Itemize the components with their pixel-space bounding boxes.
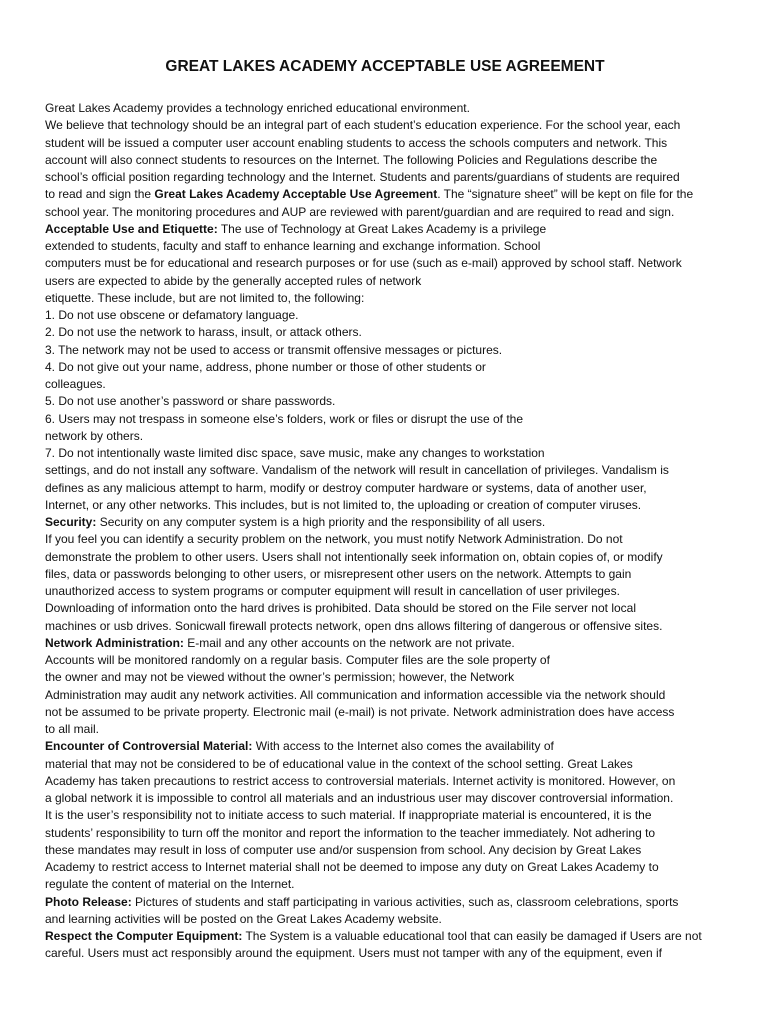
line-text: We believe that technology should be an integral part of each student’s education experience. For the school year, each xyxy=(45,118,681,133)
line-text: students’ responsibility to turn off the monitor and report the information to the teacher immediately. Not adhering to xyxy=(45,825,656,840)
document-line xyxy=(45,376,735,393)
section-heading: Acceptable Use and Etiquette: xyxy=(45,221,218,236)
line-text: student will be issued a computer user account enabling students to access the schools computers and network. This xyxy=(45,135,668,150)
line-text: Downloading of information onto the hard drives is prohibited. Data should be stored on the File server not local xyxy=(45,601,637,616)
line-text: Academy has taken precautions to restrict access to controversial materials. Internet activity is monitored. However, on xyxy=(45,773,676,788)
document-line xyxy=(45,549,735,566)
line-text: regulate the content of material on the Internet. xyxy=(45,877,295,892)
document-line xyxy=(45,238,735,255)
line-text: unauthorized access to system programs or computer equipment will result in cancellation of user privileges. xyxy=(45,584,620,598)
document-line xyxy=(45,307,735,324)
document-line xyxy=(45,566,735,583)
line-text: 6. Users may not trespass in someone else’s folders, work or files or disrupt the use of the xyxy=(45,411,523,426)
line-text: Administration may audit any network activities. All communication and information accessible via the network should xyxy=(45,687,666,702)
document-line xyxy=(45,825,735,842)
document-line xyxy=(45,117,735,134)
document-line xyxy=(45,393,735,410)
line-text: Security on any computer system is a high priority and the responsibility of all users. xyxy=(96,515,546,529)
document-line xyxy=(45,790,735,807)
section-heading: Great Lakes Academy Acceptable Use Agreement xyxy=(154,187,438,202)
document-line xyxy=(45,531,735,548)
document-line xyxy=(45,911,735,928)
line-text: computers must be for educational and research purposes or for use (such as e-mail) approved by school staff. Network xyxy=(45,256,682,271)
line-text: It is the user’s responsibility not to initiate access to such material. If inappropriate material is encountered, it is the xyxy=(45,808,652,823)
line-text: school’s official position regarding technology and the Internet. Students and parents/guardians of students are required xyxy=(45,170,680,184)
document-line xyxy=(45,928,735,945)
line-text: 4. Do not give out your name, address, phone number or those of other students or xyxy=(45,359,486,374)
line-text: the owner and may not be viewed without the owner’s permission; however, the Network xyxy=(45,670,515,685)
line-text: users are expected to abide by the generally accepted rules of network xyxy=(45,273,422,288)
line-text: and learning activities will be posted on the Great Lakes Academy website. xyxy=(45,911,442,926)
section-heading: Respect the Computer Equipment: xyxy=(45,929,243,943)
document-line xyxy=(45,635,735,652)
line-text: 3. The network may not be used to access or transmit offensive messages or pictures. xyxy=(45,342,503,357)
document-line xyxy=(45,894,735,911)
line-text: these mandates may result in loss of computer use and/or suspension from school. Any decision by Great Lakes xyxy=(45,842,642,857)
line-text: to all mail. xyxy=(45,722,100,736)
document-line xyxy=(45,135,735,152)
document-line xyxy=(45,669,735,686)
document-title: GREAT LAKES ACADEMY ACCEPTABLE USE AGREEMENT xyxy=(165,58,605,75)
line-text: If you feel you can identify a security problem on the network, you must notify Network Administration. Do not xyxy=(45,532,623,547)
line-text: not be assumed to be private property. Electronic mail (e-mail) is not private. Network administration does have access xyxy=(45,704,675,719)
line-text: a global network it is impossible to control all materials and an industrious user may discover controversial information. xyxy=(45,791,674,805)
document-line xyxy=(45,687,735,704)
line-text: Great Lakes Academy provides a technology enriched educational environment. xyxy=(45,101,470,115)
line-text: 2. Do not use the network to harass, insult, or attack others. xyxy=(45,325,362,340)
document-line xyxy=(45,221,735,238)
document-line xyxy=(45,324,735,341)
line-text: network by others. xyxy=(45,428,144,443)
section-heading: Photo Release: xyxy=(45,894,132,909)
line-text: material that may not be considered to be of educational value in the context of the school setting. Great Lakes xyxy=(45,756,633,771)
section-heading: Security: xyxy=(45,515,97,529)
document-line xyxy=(45,480,735,497)
document-line xyxy=(45,255,735,272)
document-line xyxy=(45,583,735,600)
line-text: The use of Technology at Great Lakes Academy is a privilege xyxy=(217,221,547,236)
line-text: 5. Do not use another’s password or share passwords. xyxy=(45,394,336,409)
document-line xyxy=(45,842,735,859)
line-text: Accounts will be monitored randomly on a regular basis. Computer files are the sole property of xyxy=(45,653,550,667)
line-text: etiquette. These include, but are not limited to, the following: xyxy=(45,290,365,305)
document-line xyxy=(45,876,735,893)
line-text: Pictures of students and staff participating in various activities, such as, classroom celebrations, sports xyxy=(131,894,679,909)
document-line xyxy=(45,411,735,428)
document-line xyxy=(45,600,735,617)
document-body xyxy=(45,100,735,963)
line-text: files, data or passwords belonging to other users, or misrepresent other users on the network. Attempts to gain xyxy=(45,566,632,581)
document-line xyxy=(45,945,735,962)
line-text: defines as any malicious attempt to harm, modify or destroy computer hardware or systems, data of another user, xyxy=(45,480,647,495)
document-line xyxy=(45,204,735,221)
line-text: colleagues. xyxy=(45,377,106,391)
document-line xyxy=(45,807,735,824)
document-line xyxy=(45,100,735,117)
line-text: 1. Do not use obscene or defamatory language. xyxy=(45,308,299,322)
document-line xyxy=(45,186,735,203)
document-line xyxy=(45,773,735,790)
document-line xyxy=(45,428,735,445)
line-text: careful. Users must act responsibly around the equipment. Users must not tamper with any of the equipment, even if xyxy=(45,946,662,961)
document-line xyxy=(45,756,735,773)
line-text: to read and sign the xyxy=(45,187,155,202)
document-line xyxy=(45,704,735,721)
document-line xyxy=(45,273,735,290)
section-heading: Encounter of Controversial Material: xyxy=(45,739,253,754)
document-line xyxy=(45,738,735,755)
document-line xyxy=(45,652,735,669)
line-text: machines or usb drives. Sonicwall firewall protects network, open dns allows filtering of dangerous or offensive sites. xyxy=(45,618,663,633)
document-line xyxy=(45,290,735,307)
document-line xyxy=(45,497,735,514)
line-text: extended to students, faculty and staff to enhance learning and exchange information. School xyxy=(45,239,541,253)
line-text: E-mail and any other accounts on the network are not private. xyxy=(183,635,515,650)
line-text: Internet, or any other networks. This includes, but is not limited to, the uploading or creation of computer viruses. xyxy=(45,497,642,512)
line-text: 7. Do not intentionally waste limited disc space, save music, make any changes to workstation xyxy=(45,446,545,460)
document-line xyxy=(45,169,735,186)
document-line xyxy=(45,462,735,479)
line-text: school year. The monitoring procedures and AUP are reviewed with parent/guardian and are required to read and sign. xyxy=(45,204,675,219)
document-line xyxy=(45,514,735,531)
line-text: The System is a valuable educational tool that can easily be damaged if Users are not xyxy=(242,929,702,943)
document-line xyxy=(45,721,735,738)
document-line xyxy=(45,152,735,169)
line-text: account will also connect students to resources on the Internet. The following Policies and Regulations describe the xyxy=(45,152,658,167)
document-line xyxy=(45,445,735,462)
document-line xyxy=(45,342,735,359)
line-text: Academy to restrict access to Internet material shall not be deemed to impose any duty on Great Lakes Academy to xyxy=(45,860,659,874)
document-line xyxy=(45,359,735,376)
document-line xyxy=(45,859,735,876)
line-text: . The “signature sheet” will be kept on file for the xyxy=(437,187,694,202)
line-text: settings, and do not install any software. Vandalism of the network will result in cancellation of privileges. Vandalism is xyxy=(45,463,669,478)
section-heading: Network Administration: xyxy=(45,635,184,650)
line-text: With access to the Internet also comes the availability of xyxy=(252,739,554,754)
line-text: demonstrate the problem to other users. Users shall not intentionally seek information on, obtain copies of, or modify xyxy=(45,549,663,564)
document-line xyxy=(45,618,735,635)
